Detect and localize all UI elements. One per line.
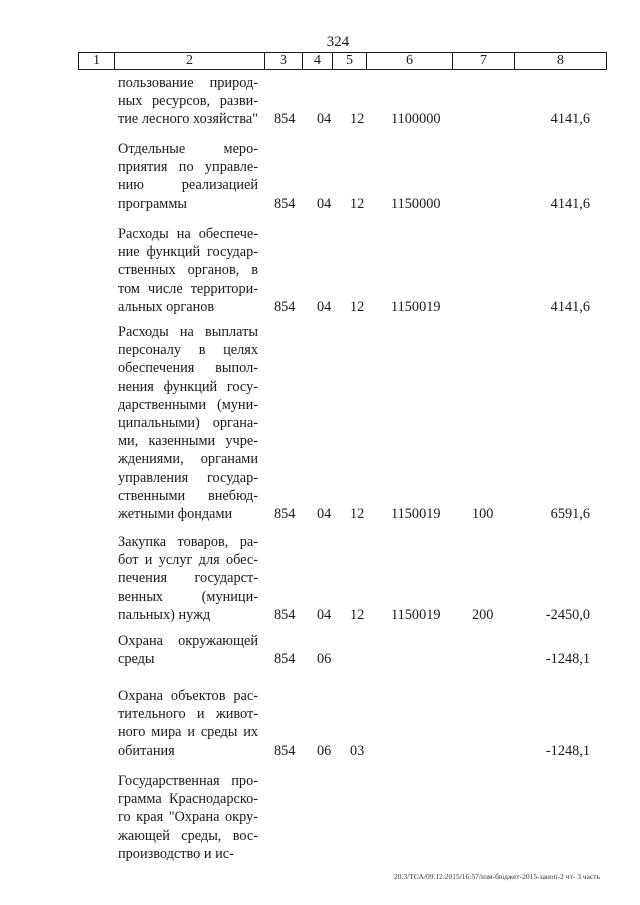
description-line: альных органов — [118, 298, 215, 315]
description-line: том числе территори- — [118, 280, 258, 297]
cell-c6: 1150000 — [391, 195, 441, 212]
cell-c4: 04 — [317, 506, 332, 522]
description-line: тительного и живот- — [118, 706, 258, 723]
cell-c3: 854 — [274, 506, 296, 522]
description-line: грамма Краснодарско- — [118, 791, 258, 808]
cell-c5: 12 — [350, 606, 365, 623]
cell-c5: 03 — [350, 742, 365, 759]
row-description — [118, 323, 258, 523]
cell-c5: 12 — [350, 506, 365, 522]
description-line: жетными фондами — [118, 506, 233, 523]
description-line: управления государ- — [118, 469, 258, 486]
description-line: Государственная про- — [118, 773, 258, 789]
cell-c4: 06 — [317, 742, 332, 759]
description-line: Закупка товаров, ра- — [118, 534, 258, 550]
description-line: ных ресурсов, разви- — [118, 93, 258, 110]
cell-c8: -2450,0 — [545, 606, 590, 623]
cell-c3: 854 — [274, 742, 296, 759]
row-description — [118, 533, 258, 624]
cell-c7: 100 — [472, 506, 494, 522]
cell-c8: 4141,6 — [550, 111, 590, 128]
cell-c8: 4141,6 — [550, 195, 590, 212]
column-header-1: 1 — [79, 53, 115, 70]
description-line: Охрана окружающей — [118, 633, 258, 649]
description-line: Отдельные меро- — [118, 141, 258, 157]
cell-c3: 854 — [274, 195, 296, 212]
page-number: 324 — [326, 34, 350, 50]
column-header-8: 8 — [515, 53, 607, 70]
cell-c6: 1100000 — [391, 111, 441, 128]
row-description — [118, 687, 258, 760]
description-line: тие лесного хозяйства" — [118, 111, 258, 128]
description-line: среды — [118, 651, 155, 668]
cell-c6: 1150019 — [391, 298, 441, 315]
cell-c3: 854 — [274, 651, 296, 668]
cell-c5: 12 — [350, 195, 365, 212]
description-line: ципальными) органа- — [118, 415, 258, 432]
description-line: программы — [118, 195, 188, 212]
column-header-5: 5 — [333, 53, 367, 70]
cell-c8: 4141,6 — [550, 298, 590, 315]
description-line: венных (муници- — [118, 588, 258, 605]
row-description — [118, 772, 258, 863]
description-line: персоналу в целях — [118, 342, 258, 359]
cell-c4: 04 — [317, 195, 332, 212]
description-line: Расходы на обеспече- — [118, 226, 258, 242]
footer-stamp: 20.3/ТСА/09.12.2015/16:57/изм-бюджет-2015-заноп-2 чт- 3 часть — [394, 872, 600, 881]
description-line: ждениями, органами — [118, 451, 258, 468]
description-line: жающей среды, вос- — [118, 827, 258, 844]
cell-c3: 854 — [274, 298, 296, 315]
cell-c7: 200 — [472, 606, 494, 623]
description-line: ного мира и среды их — [118, 724, 258, 741]
column-header-row — [79, 53, 607, 70]
description-line: Охрана объектов рас- — [118, 688, 258, 704]
row-description — [118, 74, 258, 129]
description-line: дарственными (муни- — [118, 396, 258, 413]
column-header-4: 4 — [303, 53, 333, 70]
cell-c8: -1248,1 — [545, 651, 590, 668]
description-line: го края "Охрана окру- — [118, 809, 258, 826]
description-line: нения функций госу- — [118, 378, 258, 395]
row-description — [118, 632, 258, 668]
description-line: ми, казенными учре- — [118, 433, 258, 450]
cell-c6: 1150019 — [391, 606, 441, 623]
description-line: приятия по управле- — [118, 159, 258, 176]
description-line: обеспечения выпол- — [118, 360, 258, 377]
row-description — [118, 140, 258, 213]
description-line: пальных) нужд — [118, 606, 211, 623]
cell-c4: 04 — [317, 111, 332, 128]
cell-c8: -1248,1 — [545, 742, 590, 759]
column-header-7: 7 — [453, 53, 515, 70]
cell-c5: 12 — [350, 111, 365, 128]
description-line: печения государст- — [118, 570, 258, 587]
column-header-2: 2 — [115, 53, 265, 70]
column-header-table — [78, 52, 607, 70]
description-line: бот и услуг для обес- — [118, 552, 258, 569]
cell-c5: 12 — [350, 298, 365, 315]
cell-c4: 06 — [317, 651, 332, 668]
description-line: Расходы на выплаты — [118, 324, 258, 340]
description-line: обитания — [118, 742, 175, 759]
description-line: ственными внебюд- — [118, 487, 258, 504]
column-header-6: 6 — [367, 53, 453, 70]
description-line: производство и ис- — [118, 845, 234, 862]
cell-c3: 854 — [274, 606, 296, 623]
cell-c3: 854 — [274, 111, 296, 128]
description-line: ние функций государ- — [118, 244, 258, 261]
cell-c6: 1150019 — [391, 506, 441, 522]
description-line: нию реализацией — [118, 177, 258, 194]
description-line: ственных органов, в — [118, 262, 258, 279]
row-description — [118, 225, 258, 316]
cell-c4: 04 — [317, 298, 332, 315]
column-header-3: 3 — [265, 53, 303, 70]
description-line: пользование природ- — [118, 75, 258, 91]
cell-c8: 6591,6 — [550, 506, 590, 522]
cell-c4: 04 — [317, 606, 332, 623]
